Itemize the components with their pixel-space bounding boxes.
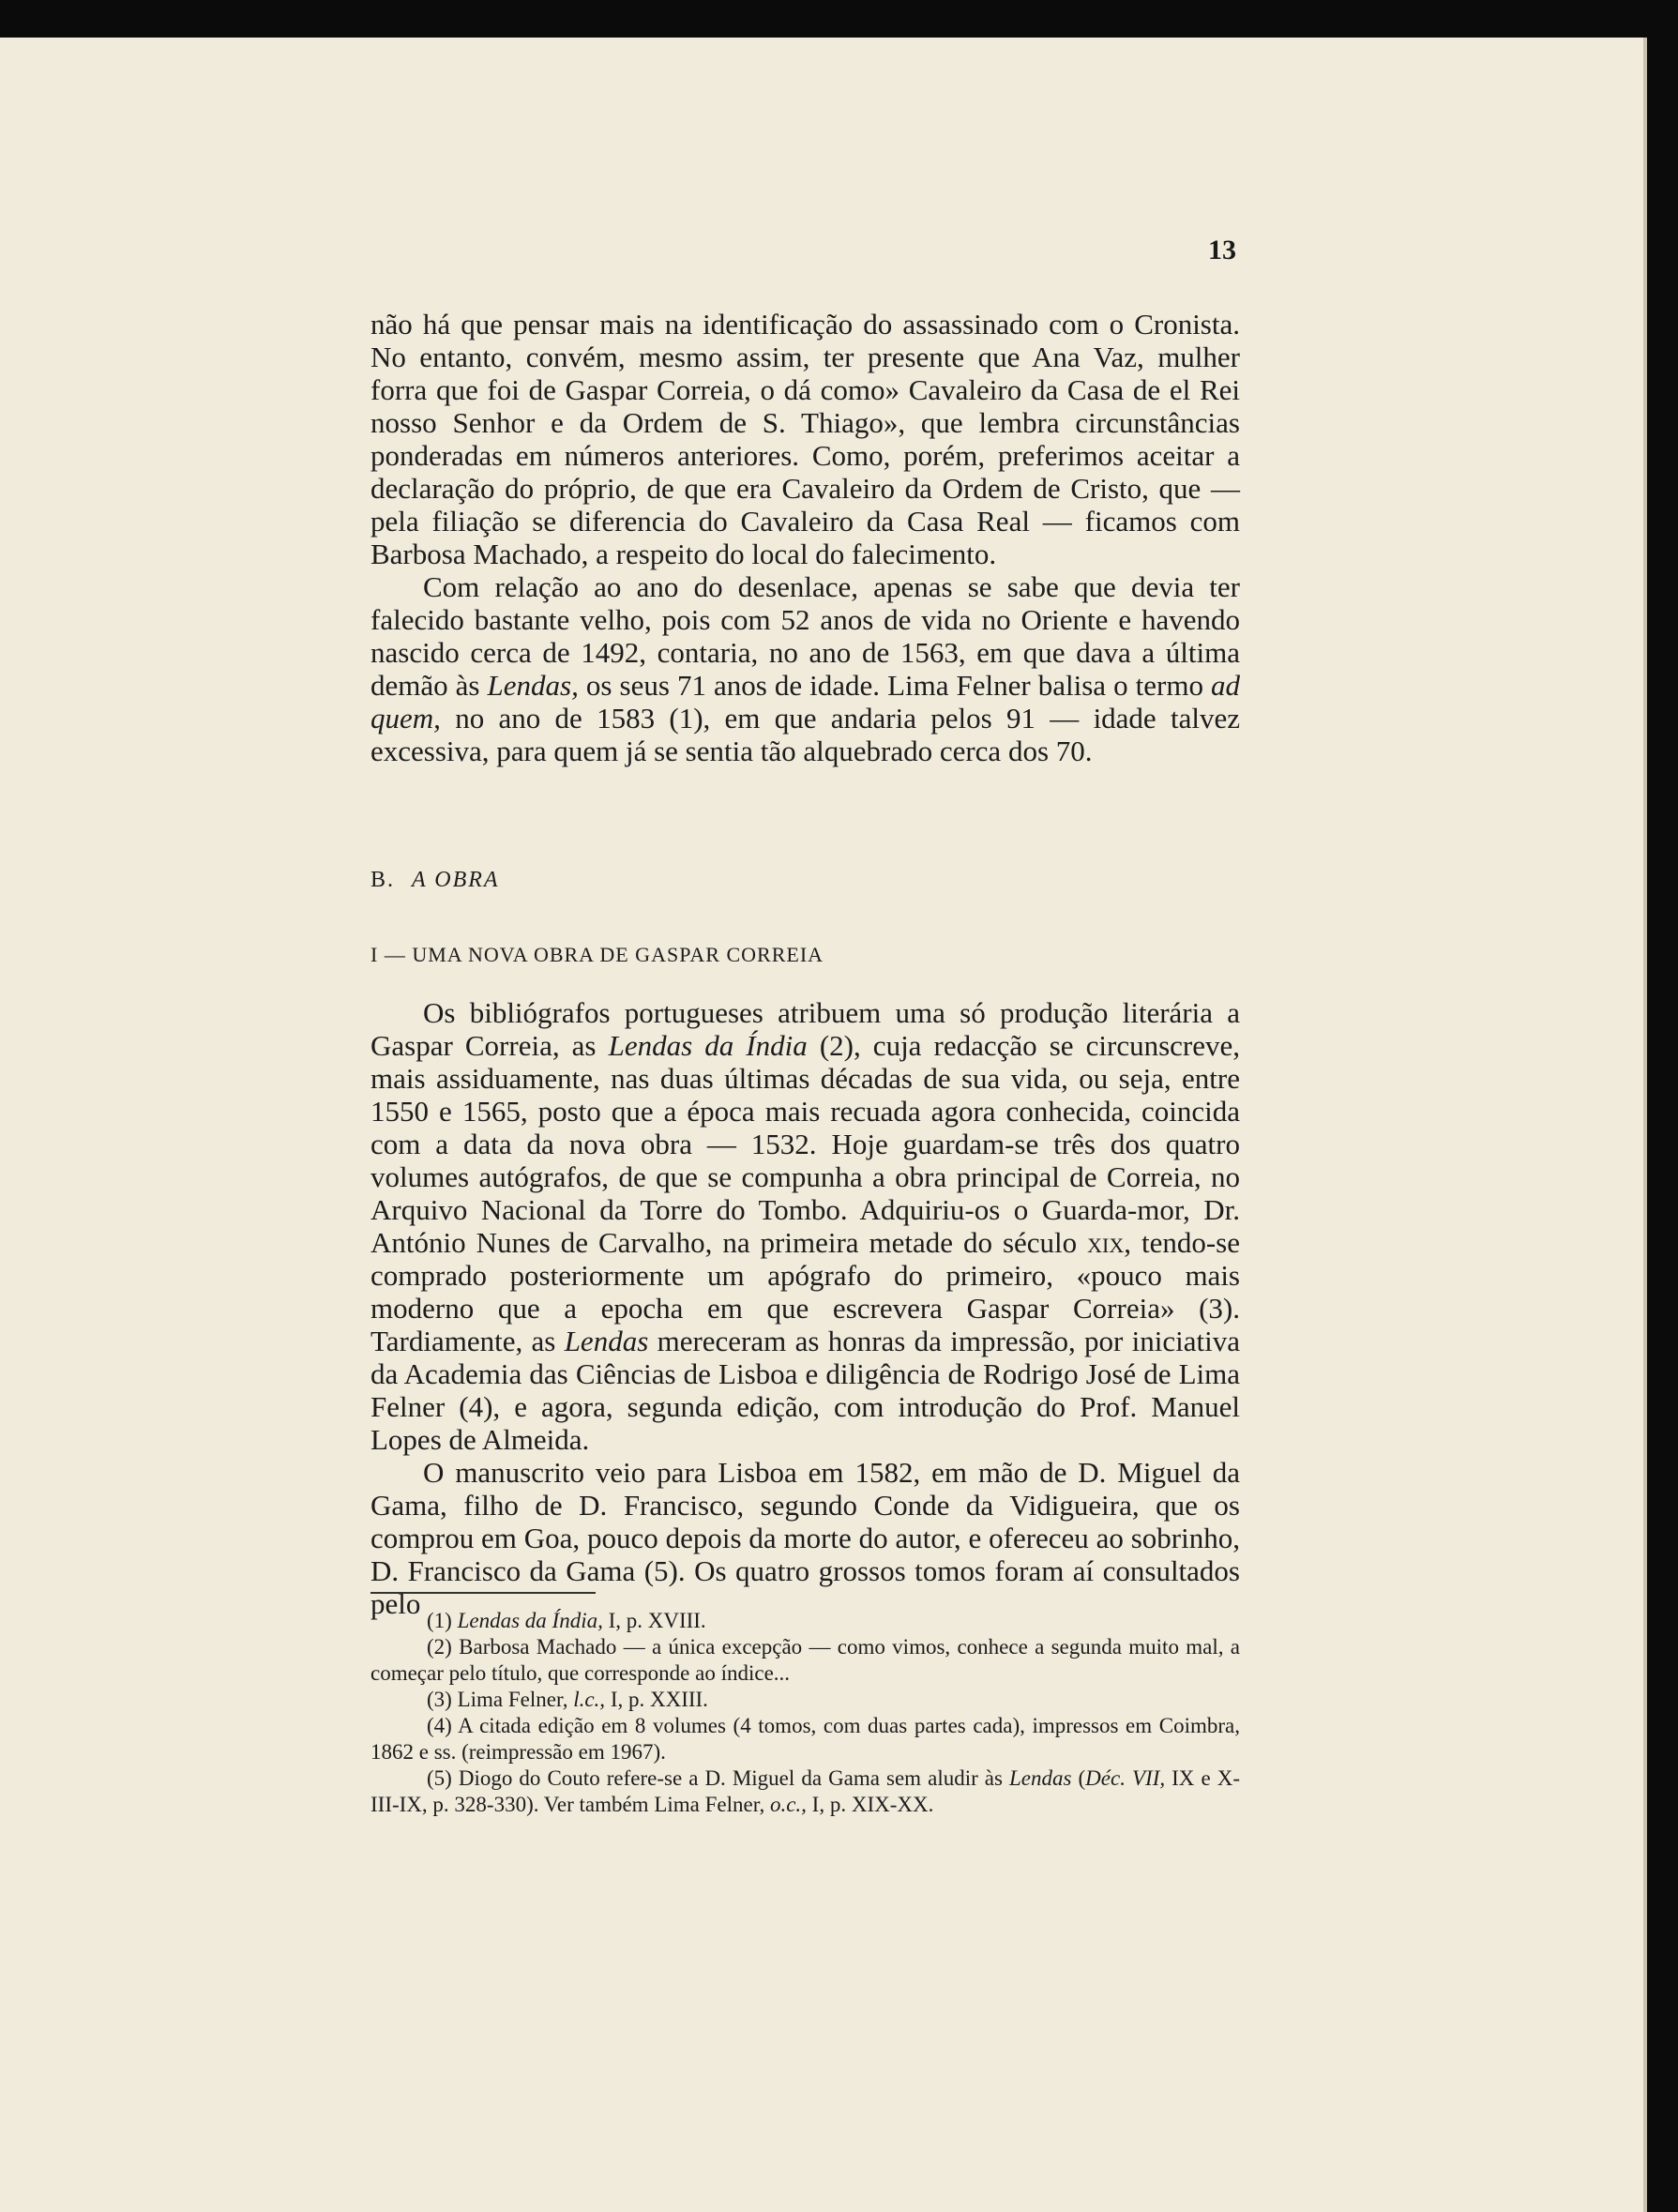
paragraph-1: não há que pensar mais na identificação do assassinado com o Cronista. No entanto, convém, mesmo assim, ter presente que Ana Vaz, mulher forra que foi de Gaspar Correia, o dá como» Cavaleiro da Casa de el Rei nosso Senhor e da Ordem de S. Thiago», que lembra circunstâncias ponderadas em números anteriores. Como, porém, preferimos aceitar a declaração do próprio, de que era Cavaleiro da Ordem de Cristo, que — pela filiação se diferencia do Cavaleiro da Casa Real — ficamos com Barbosa Machado, a respeito do local do falecimento. [370, 308, 1240, 570]
footnotes [370, 1608, 1240, 1818]
page-number: 13 [1208, 235, 1236, 265]
footnote-1: (1) Lendas da Índia, I, p. XVIII. [427, 1609, 706, 1632]
body-text-top [370, 308, 1240, 767]
footnote-4: (4) A citada edição em 8 volumes (4 tomos, com duas partes cada), impressos em Coimbra, 1862 e ss. (reimpressão em 1967). [370, 1714, 1240, 1764]
footnote-5: (5) Diogo do Couto refere-se a D. Miguel da Gama sem aludir às Lendas (Déc. VII, IX e X-III-IX, p. 328-330). Ver também Lima Felner, o.c., I, p. XIX-XX. [370, 1766, 1240, 1816]
section-title: A OBRA [412, 868, 500, 892]
paragraph-3: Os bibliógrafos portugueses atribuem uma só produção literária a Gaspar Correia, as Lendas da Índia (2), cuja redacção se circunscreve, mais assiduamente, nas duas últimas décadas de sua vida, ou seja, entre 1550 e 1565, posto que a época mais recuada agora conhecida, coincida com a data da nova obra — 1532. Hoje guardam-se três dos quatro volumes autógrafos, de que se compunha a obra principal de Correia, no Arquivo Nacional da Torre do Tombo. Adquiriu-os o Guarda-mor, Dr. António Nunes de Carvalho, na primeira metade do século xix, tendo-se comprado posteriormente um apógrafo do primeiro, «pouco mais moderno que a epocha em que escrevera Gaspar Correia» (3). Tardiamente, as Lendas mereceram as honras da impressão, por iniciativa da Academia das Ciências de Lisboa e diligência de Rodrigo José de Lima Felner (4), e agora, segunda edição, com introdução do Prof. Manuel Lopes de Almeida. [370, 996, 1241, 1456]
body-text-main [370, 996, 1240, 1620]
paragraph-2: Com relação ao ano do desenlace, apenas se sabe que devia ter falecido bastante velho, pois com 52 anos de vida no Oriente e havendo nascido cerca de 1492, contaria, no ano de 1563, em que dava a última demão às Lendas, os seus 71 anos de idade. Lima Felner balisa o termo ad quem, no ano de 1583 (1), em que andaria pelos 91 — idade talvez excessiva, para quem já se sentia tão alquebrado cerca dos 70. [370, 570, 1240, 767]
footnote-divider [370, 1592, 596, 1594]
section-letter: B. [370, 868, 396, 892]
footnote-2: (2) Barbosa Machado — a única excepção — como vimos, conhece a segunda muito mal, a começar pelo título, que corresponde ao índice... [370, 1635, 1241, 1685]
footnote-3: (3) Lima Felner, l.c., I, p. XXIII. [427, 1688, 708, 1711]
section-heading [370, 868, 1240, 893]
paragraph-4: O manuscrito veio para Lisboa em 1582, em mão de D. Miguel da Gama, filho de D. Francisco, segundo Conde da Vidigueira, que os comprou em Goa, pouco depois da morte do autor, e ofereceu ao sobrinho, D. Francisco da Gama (5). Os quatro grossos tomos foram aí consultados pelo [370, 1456, 1240, 1620]
subheading: I — UMA NOVA OBRA DE GASPAR CORREIA [370, 943, 824, 966]
page-edge [1643, 38, 1647, 2212]
